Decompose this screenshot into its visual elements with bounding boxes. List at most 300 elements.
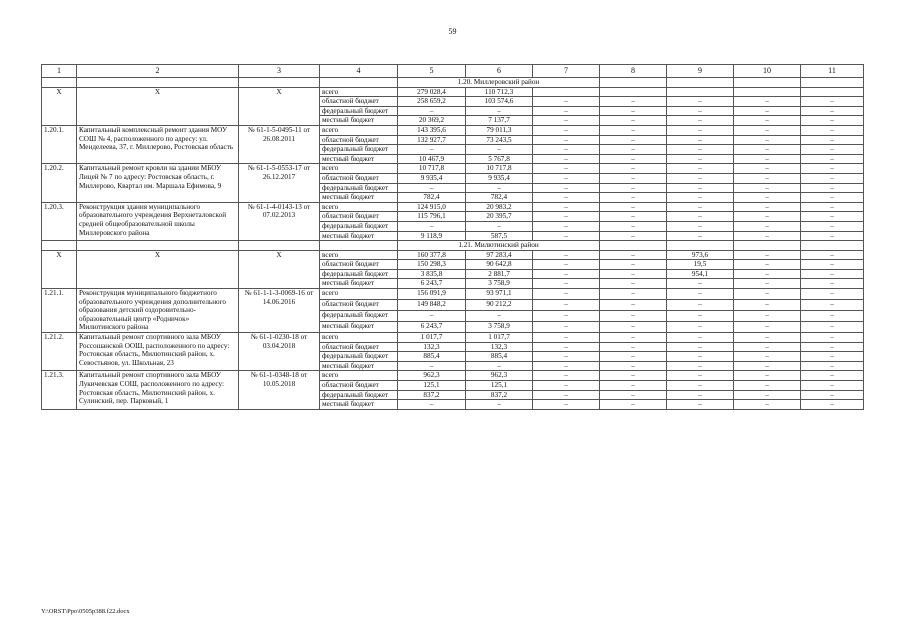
value-cell: – (600, 400, 667, 410)
value-cell: – (734, 116, 801, 126)
empty-cell (801, 78, 864, 88)
value-cell: – (734, 260, 801, 270)
value-cell: – (533, 279, 600, 289)
empty-cell (734, 78, 801, 88)
value-cell: – (533, 221, 600, 231)
value-cell: 973,6 (667, 250, 734, 260)
value-cell: – (734, 279, 801, 289)
item-number: 1.20.1. (42, 125, 77, 163)
value-cell: 20 369,2 (398, 116, 466, 126)
value-cell (801, 87, 864, 97)
value-cell: – (801, 352, 864, 362)
value-cell: – (466, 106, 533, 116)
value-cell: – (667, 221, 734, 231)
value-cell: – (667, 125, 734, 135)
value-cell: – (734, 322, 801, 333)
value-cell: – (667, 154, 734, 164)
expertise-document: № 61-1-5-0495-11 от 26.08.2011 (239, 125, 320, 163)
value-cell: – (466, 145, 533, 155)
column-number: 6 (466, 65, 533, 78)
value-cell: – (600, 322, 667, 333)
value-cell: – (801, 135, 864, 145)
value-cell: – (667, 311, 734, 322)
value-cell: – (667, 183, 734, 193)
value-cell: – (801, 97, 864, 107)
value-cell (533, 87, 600, 97)
value-cell: 9 935,4 (398, 173, 466, 183)
value-cell: – (533, 260, 600, 270)
value-cell: 7 137,7 (466, 116, 533, 126)
value-cell: – (533, 135, 600, 145)
value-cell: – (801, 145, 864, 155)
value-cell: 125,1 (466, 381, 533, 391)
value-cell: – (466, 400, 533, 410)
item-row (42, 371, 864, 381)
value-cell: – (533, 202, 600, 212)
value-cell: – (533, 371, 600, 381)
budget-label: областной бюджет (320, 342, 398, 352)
value-cell: – (734, 250, 801, 260)
value-cell: – (667, 97, 734, 107)
value-cell: – (600, 289, 667, 300)
object-name: Капитальный ремонт спортивного зала МБОУ Лукичевская СОШ, расположенного по адресу: Ростовская область, Милютинский район, х. Сулинский, пер. Парковый, 1 (77, 371, 239, 409)
value-cell: – (734, 333, 801, 343)
value-cell: – (600, 135, 667, 145)
budget-label: областной бюджет (320, 173, 398, 183)
budget-label: федеральный бюджет (320, 269, 398, 279)
budget-label: местный бюджет (320, 361, 398, 371)
budget-label: областной бюджет (320, 300, 398, 311)
summary-row (42, 250, 864, 260)
budget-label: федеральный бюджет (320, 221, 398, 231)
column-number: 2 (77, 65, 239, 78)
budget-label: областной бюджет (320, 97, 398, 107)
value-cell: – (667, 342, 734, 352)
item-number: 1.21.3. (42, 371, 77, 409)
empty-cell (600, 241, 667, 251)
value-cell: – (667, 135, 734, 145)
value-cell: – (734, 173, 801, 183)
value-cell: – (801, 183, 864, 193)
value-cell: 885,4 (466, 352, 533, 362)
value-cell: – (801, 390, 864, 400)
value-cell: 115 796,1 (398, 212, 466, 222)
summary-x: Х (77, 250, 239, 288)
value-cell: 10 717,8 (466, 164, 533, 174)
value-cell: – (801, 106, 864, 116)
value-cell: 132,3 (466, 342, 533, 352)
empty-cell (77, 78, 239, 88)
value-cell: – (600, 300, 667, 311)
value-cell: 9 935,4 (466, 173, 533, 183)
budget-label: всего (320, 371, 398, 381)
budget-label: всего (320, 125, 398, 135)
value-cell: – (398, 221, 466, 231)
budget-label: всего (320, 289, 398, 300)
value-cell: – (398, 311, 466, 322)
value-cell: – (600, 260, 667, 270)
budget-label: всего (320, 164, 398, 174)
value-cell: – (533, 361, 600, 371)
value-cell: 125,1 (398, 381, 466, 391)
value-cell: 149 848,2 (398, 300, 466, 311)
empty-cell (734, 241, 801, 251)
value-cell: – (734, 106, 801, 116)
expertise-document: № 61-1-0230-18 от 03.04.2018 (239, 333, 320, 371)
budget-label: местный бюджет (320, 400, 398, 410)
budget-label: федеральный бюджет (320, 145, 398, 155)
section-title-row (42, 78, 864, 88)
value-cell: 279 028,4 (398, 87, 466, 97)
column-number: 11 (801, 65, 864, 78)
value-cell: – (734, 193, 801, 203)
value-cell: – (801, 381, 864, 391)
value-cell: – (734, 311, 801, 322)
value-cell: – (398, 183, 466, 193)
value-cell: 962,3 (398, 371, 466, 381)
value-cell: – (801, 289, 864, 300)
value-cell: – (533, 173, 600, 183)
value-cell: – (600, 333, 667, 343)
value-cell: – (734, 97, 801, 107)
value-cell: 2 881,7 (466, 269, 533, 279)
value-cell: – (801, 212, 864, 222)
value-cell: 3 758,9 (466, 322, 533, 333)
item-row (42, 202, 864, 212)
value-cell: – (734, 154, 801, 164)
value-cell: – (600, 269, 667, 279)
value-cell: – (466, 311, 533, 322)
value-cell: 103 574,6 (466, 97, 533, 107)
value-cell: – (801, 231, 864, 241)
value-cell: 110 712,3 (466, 87, 533, 97)
value-cell: – (600, 231, 667, 241)
value-cell: – (667, 212, 734, 222)
empty-cell (239, 241, 320, 251)
value-cell: 3 835,8 (398, 269, 466, 279)
budget-label: местный бюджет (320, 116, 398, 126)
value-cell: – (734, 145, 801, 155)
value-cell: – (533, 193, 600, 203)
value-cell: – (533, 250, 600, 260)
empty-cell (667, 241, 734, 251)
value-cell: – (801, 125, 864, 135)
value-cell: – (533, 183, 600, 193)
budget-label: всего (320, 250, 398, 260)
object-name: Капитальный ремонт кровли на здании МБОУ Лицей № 7 по адресу: Ростовская область, г. Миллерово, Квартал им. Маршала Ефимова, 9 (77, 164, 239, 202)
value-cell: 587,5 (466, 231, 533, 241)
summary-row (42, 87, 864, 97)
value-cell: 962,3 (466, 371, 533, 381)
value-cell: – (667, 333, 734, 343)
column-number-row (42, 65, 864, 78)
value-cell: – (533, 154, 600, 164)
budget-label: федеральный бюджет (320, 183, 398, 193)
value-cell: – (600, 352, 667, 362)
value-cell: – (533, 97, 600, 107)
value-cell: – (734, 352, 801, 362)
value-cell: – (533, 333, 600, 343)
value-cell: – (734, 390, 801, 400)
value-cell: – (734, 269, 801, 279)
object-name: Реконструкция муниципального бюджетного образовательного учреждения дополнительного образования детский оздоровительно-образовательный центр «Родничок» Милютинского района (77, 289, 239, 333)
summary-x: Х (239, 250, 320, 288)
value-cell: – (801, 361, 864, 371)
value-cell: – (533, 322, 600, 333)
value-cell: 837,2 (398, 390, 466, 400)
value-cell: – (801, 322, 864, 333)
column-number: 10 (734, 65, 801, 78)
empty-cell (320, 78, 398, 88)
value-cell: 132 927,7 (398, 135, 466, 145)
value-cell: – (600, 154, 667, 164)
value-cell: – (801, 371, 864, 381)
value-cell: – (600, 250, 667, 260)
value-cell: – (600, 125, 667, 135)
value-cell: – (667, 371, 734, 381)
page-number: 59 (448, 27, 457, 36)
value-cell (667, 87, 734, 97)
value-cell: 10 467,9 (398, 154, 466, 164)
value-cell: – (801, 173, 864, 183)
value-cell: – (734, 135, 801, 145)
empty-cell (801, 241, 864, 251)
value-cell: – (734, 400, 801, 410)
value-cell: 837,2 (466, 390, 533, 400)
value-cell: – (533, 125, 600, 135)
value-cell: – (734, 289, 801, 300)
value-cell: – (533, 106, 600, 116)
object-name: Капитальный ремонт спортивного зала МБОУ Россошанской ООШ, расположенного по адресу: Ростовская область, Милютинский район, х. Севостьянов, ул. Школьная, 23 (77, 333, 239, 371)
budget-label: всего (320, 202, 398, 212)
summary-x: Х (42, 250, 77, 288)
value-cell: – (734, 221, 801, 231)
value-cell: – (600, 164, 667, 174)
budget-label: федеральный бюджет (320, 390, 398, 400)
value-cell: – (600, 361, 667, 371)
value-cell: – (801, 400, 864, 410)
column-number: 3 (239, 65, 320, 78)
value-cell: – (600, 145, 667, 155)
value-cell: – (734, 361, 801, 371)
value-cell: – (734, 202, 801, 212)
value-cell: 10 717,8 (398, 164, 466, 174)
value-cell: – (533, 342, 600, 352)
value-cell (600, 87, 667, 97)
value-cell: – (734, 300, 801, 311)
value-cell: 19,5 (667, 260, 734, 270)
value-cell: – (801, 342, 864, 352)
budget-label: местный бюджет (320, 279, 398, 289)
empty-cell (320, 241, 398, 251)
section-title-row (42, 241, 864, 251)
value-cell: – (734, 371, 801, 381)
value-cell: – (801, 300, 864, 311)
value-cell: – (533, 352, 600, 362)
value-cell: 90 212,2 (466, 300, 533, 311)
summary-x: Х (77, 87, 239, 125)
item-number: 1.21.2. (42, 333, 77, 371)
budget-label: областной бюджет (320, 212, 398, 222)
value-cell: – (533, 231, 600, 241)
budget-label: местный бюджет (320, 193, 398, 203)
item-row (42, 164, 864, 174)
value-cell: – (801, 221, 864, 231)
value-cell: 93 971,1 (466, 289, 533, 300)
value-cell: – (600, 342, 667, 352)
budget-table (41, 64, 864, 410)
value-cell: – (734, 125, 801, 135)
value-cell: – (667, 116, 734, 126)
value-cell: – (667, 361, 734, 371)
value-cell: – (600, 381, 667, 391)
value-cell: 150 298,3 (398, 260, 466, 270)
value-cell: – (533, 164, 600, 174)
value-cell: – (801, 154, 864, 164)
value-cell: – (600, 106, 667, 116)
value-cell: – (533, 116, 600, 126)
item-row (42, 289, 864, 300)
file-path-footer: Y:\ORST\Ppo\0505p388.f22.docx (41, 608, 130, 615)
value-cell: – (533, 145, 600, 155)
empty-cell (667, 78, 734, 88)
budget-label: местный бюджет (320, 154, 398, 164)
value-cell: 73 243,5 (466, 135, 533, 145)
value-cell: 156 091,9 (398, 289, 466, 300)
budget-label: местный бюджет (320, 322, 398, 333)
value-cell: – (600, 311, 667, 322)
value-cell: – (801, 260, 864, 270)
value-cell: – (801, 269, 864, 279)
value-cell: – (398, 145, 466, 155)
summary-x: Х (239, 87, 320, 125)
item-number: 1.20.2. (42, 164, 77, 202)
value-cell: 885,4 (398, 352, 466, 362)
value-cell: – (734, 231, 801, 241)
summary-x: Х (42, 87, 77, 125)
value-cell: – (533, 269, 600, 279)
expertise-document: № 61-1-5-0553-17 от 26.12.2017 (239, 164, 320, 202)
value-cell: 79 011,3 (466, 125, 533, 135)
item-number: 1.21.1. (42, 289, 77, 333)
value-cell: – (801, 250, 864, 260)
value-cell: – (667, 381, 734, 391)
value-cell: 124 915,0 (398, 202, 466, 212)
value-cell: 6 243,7 (398, 322, 466, 333)
value-cell: – (667, 279, 734, 289)
item-row (42, 333, 864, 343)
column-number: 7 (533, 65, 600, 78)
column-number: 8 (600, 65, 667, 78)
value-cell: 258 659,2 (398, 97, 466, 107)
value-cell: – (533, 289, 600, 300)
value-cell: 1 017,7 (398, 333, 466, 343)
value-cell: – (667, 173, 734, 183)
value-cell: – (734, 212, 801, 222)
expertise-document: № 61-1-0348-18 от 10.05.2018 (239, 371, 320, 409)
value-cell: – (667, 322, 734, 333)
value-cell: – (600, 183, 667, 193)
value-cell: – (600, 390, 667, 400)
value-cell: – (801, 116, 864, 126)
value-cell: – (466, 183, 533, 193)
value-cell: 1 017,7 (466, 333, 533, 343)
value-cell: – (667, 352, 734, 362)
value-cell: – (667, 231, 734, 241)
column-number: 5 (398, 65, 466, 78)
value-cell: – (533, 300, 600, 311)
empty-cell (239, 78, 320, 88)
value-cell: – (734, 164, 801, 174)
value-cell: – (667, 289, 734, 300)
value-cell: – (600, 97, 667, 107)
value-cell: – (667, 145, 734, 155)
value-cell: – (734, 381, 801, 391)
budget-label: федеральный бюджет (320, 352, 398, 362)
value-cell: – (667, 300, 734, 311)
value-cell: 3 758,9 (466, 279, 533, 289)
value-cell: 782,4 (398, 193, 466, 203)
value-cell: 132,3 (398, 342, 466, 352)
value-cell: 5 767,8 (466, 154, 533, 164)
value-cell: 160 377,8 (398, 250, 466, 260)
budget-label: всего (320, 87, 398, 97)
value-cell: – (466, 361, 533, 371)
value-cell: – (801, 193, 864, 203)
value-cell: 782,4 (466, 193, 533, 203)
value-cell: – (398, 361, 466, 371)
value-cell: – (600, 371, 667, 381)
value-cell: – (600, 173, 667, 183)
value-cell: 6 243,7 (398, 279, 466, 289)
budget-label: областной бюджет (320, 381, 398, 391)
value-cell: – (600, 116, 667, 126)
empty-cell (600, 78, 667, 88)
value-cell: 20 395,7 (466, 212, 533, 222)
value-cell: – (600, 193, 667, 203)
value-cell: – (667, 106, 734, 116)
value-cell: – (801, 279, 864, 289)
value-cell: – (667, 400, 734, 410)
budget-label: всего (320, 333, 398, 343)
value-cell: – (667, 164, 734, 174)
empty-cell (77, 241, 239, 251)
object-name: Реконструкция здания муниципального образовательного учреждения Верхнеталовской средней общеобразовательной школы Миллеровского района (77, 202, 239, 240)
column-number: 1 (42, 65, 77, 78)
value-cell: – (398, 106, 466, 116)
section-title: 1.21. Милютинский район (398, 241, 600, 251)
value-cell: 954,1 (667, 269, 734, 279)
value-cell: – (801, 202, 864, 212)
column-number: 4 (320, 65, 398, 78)
budget-label: федеральный бюджет (320, 106, 398, 116)
value-cell: – (533, 311, 600, 322)
column-number: 9 (667, 65, 734, 78)
value-cell: 20 983,2 (466, 202, 533, 212)
value-cell: – (600, 221, 667, 231)
value-cell: – (734, 183, 801, 193)
value-cell: – (466, 221, 533, 231)
value-cell: 9 118,9 (398, 231, 466, 241)
object-name: Капитальный комплексный ремонт здания МОУ СОШ № 4, расположенного по адресу: ул. Менделеева, 37, г. Миллерово, Ростовская область (77, 125, 239, 163)
value-cell: – (533, 400, 600, 410)
value-cell: – (533, 381, 600, 391)
section-title: 1.20. Миллеровский район (398, 78, 600, 88)
budget-label: федеральный бюджет (320, 311, 398, 322)
value-cell: – (533, 390, 600, 400)
value-cell: – (398, 400, 466, 410)
value-cell: – (801, 311, 864, 322)
